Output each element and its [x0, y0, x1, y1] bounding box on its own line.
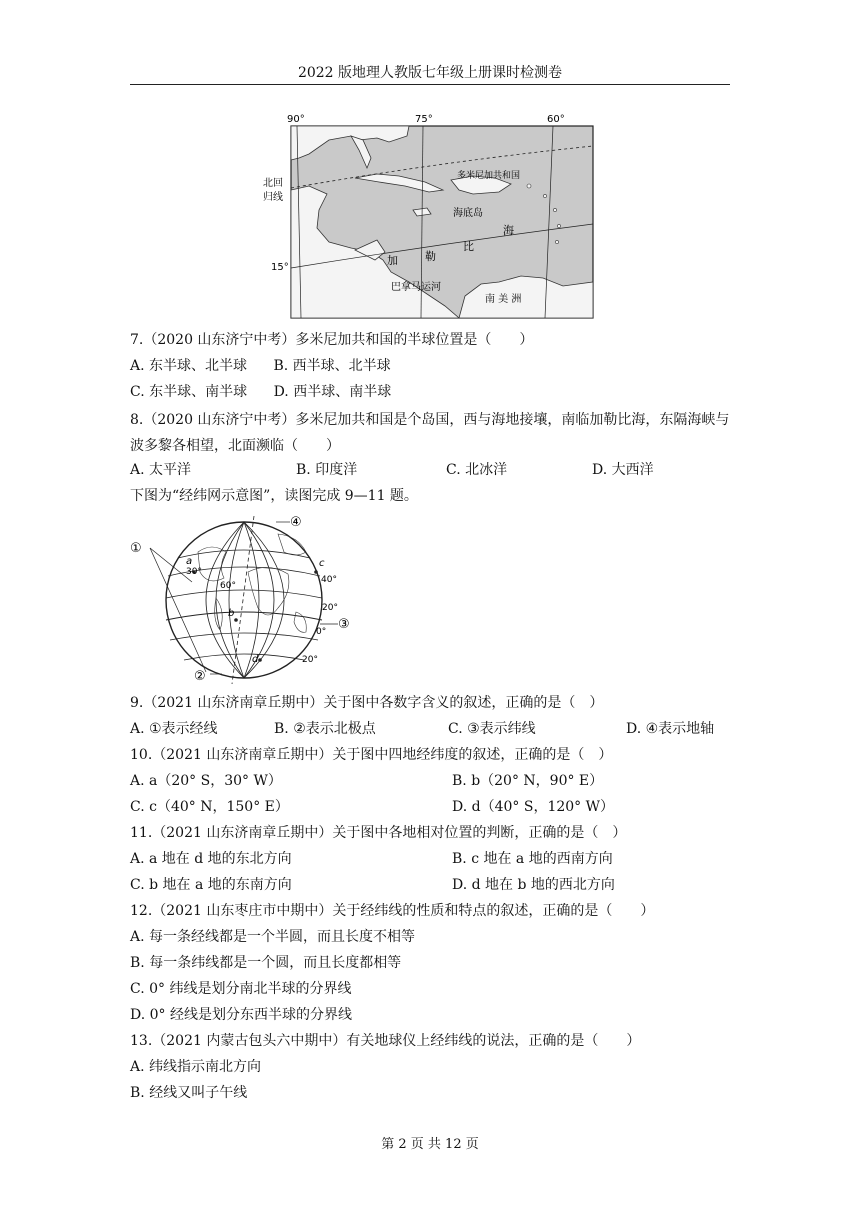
q13-option-b: B. 经线又叫子午线 [130, 1085, 248, 1101]
q12-option-d: D. 0° 经线是划分东西半球的分界线 [130, 1007, 352, 1023]
q10-option-a: A. a（20° S，30° W） [130, 773, 282, 789]
q11-option-b: B. c 地在 a 地的西南方向 [452, 851, 613, 867]
q11-option-d: D. d 地在 b 地的西北方向 [452, 877, 615, 893]
q12-stem: 12.（2021 山东枣庄市中期中）关于经纬线的性质和特点的叙述，正确的是（ ） [130, 903, 655, 919]
q10-stem: 10.（2021 山东济南章丘期中）关于图中四地经纬度的叙述，正确的是（ ） [130, 747, 613, 763]
q9-option-b: B. ②表示北极点 [274, 721, 376, 737]
deg-label-0: 0° [316, 627, 327, 637]
point-a-label: a [186, 556, 193, 567]
point-b-label: b [228, 608, 235, 619]
q7-stem: 7.（2020 山东济宁中考）多米尼加共和国的半球位置是（ ） [130, 332, 534, 348]
label-sea-2: 比 [463, 240, 474, 253]
q11-option-a: A. a 地在 d 地的东北方向 [130, 851, 292, 867]
deg-label-40: 40° [321, 575, 337, 585]
q7-options-ab [130, 356, 391, 376]
q10-option-d: D. d（40° S，120° W） [452, 799, 615, 815]
deg-label-60: 60° [220, 581, 236, 591]
point-b-dot [234, 618, 238, 622]
lon-label-60: 60° [547, 114, 565, 125]
q7-option-d: D. 西半球、南半球 [273, 384, 392, 400]
globe-outline [166, 522, 322, 678]
q13-option-a: A. 纬线指示南北方向 [130, 1059, 262, 1075]
q10-option-b: B. b（20° N，90° E） [452, 773, 604, 789]
label-sea-4: 加 [387, 254, 398, 267]
point-c-label: c [319, 558, 325, 569]
q8-option-b: B. 印度洋 [296, 462, 358, 478]
label-sea-3: 勒 [425, 250, 436, 263]
label-sea-1: 海 [503, 224, 514, 237]
deg-label-20n: 20° [322, 603, 338, 613]
tropic-label-1: 北回 [263, 178, 283, 189]
intro-text: 下图为“经纬网示意图”，读图完成 9—11 题。 [130, 488, 418, 504]
page-footer: 第 2 页 共 12 页 [381, 1137, 479, 1152]
deg-label-20s: 20° [302, 655, 318, 665]
tropic-label-2: 归线 [263, 192, 283, 203]
lon-label-75: 75° [415, 114, 433, 125]
q7-options-cd [130, 382, 391, 402]
q7-option-b: B. 西半球、北半球 [273, 358, 391, 374]
q7-option-a: A. 东半球、北半球 [130, 358, 248, 374]
lon-label-90: 90° [287, 114, 305, 125]
q11-option-c: C. b 地在 a 地的东南方向 [130, 877, 292, 893]
q9-option-d: D. ④表示地轴 [626, 721, 715, 737]
q8-stem: 8.（2020 山东济宁中考）多米尼加共和国是个岛国，西与海地接壤，南临加勒比海，东隔海峡与波多黎各相望，北面濒临（ ） [130, 412, 730, 454]
marker-2: ② [194, 669, 206, 684]
q8-option-c: C. 北冰洋 [446, 462, 508, 478]
q7-option-c: C. 东半球、南半球 [130, 384, 248, 400]
graticule-globe [128, 512, 358, 684]
q11-stem: 11.（2021 山东济南章丘期中）关于图中各地相对位置的判断，正确的是（ ） [130, 825, 627, 841]
marker-3: ③ [338, 617, 350, 632]
label-haiti: 海底岛 [453, 208, 483, 219]
q10-option-c: C. c（40° N，150° E） [130, 799, 289, 815]
point-d-label: d [252, 654, 259, 665]
caribbean-map [259, 110, 601, 320]
deg-label-30: 30° [186, 567, 202, 577]
q9-stem: 9.（2021 山东济南章丘期中）关于图中各数字含义的叙述，正确的是（ ） [130, 695, 604, 711]
lat-label-15: 15° [271, 262, 289, 273]
label-south-america: 南 美 洲 [485, 294, 522, 305]
q12-option-b: B. 每一条纬线都是一个圆，而且长度都相等 [130, 955, 402, 971]
q9-option-c: C. ③表示纬线 [448, 721, 536, 737]
label-dominican: 多米尼加共和国 [457, 171, 521, 181]
q13-stem: 13.（2021 内蒙古包头六中期中）有关地球仪上经纬线的说法，正确的是（ ） [130, 1033, 641, 1049]
marker-1: ① [130, 541, 142, 556]
q12-option-a: A. 每一条经线都是一个半圆，而且长度不相等 [130, 929, 416, 945]
q9-option-a: A. ①表示经线 [130, 721, 218, 737]
label-panama: 巴拿马运河 [391, 282, 441, 293]
q8-option-a: A. 太平洋 [130, 462, 192, 478]
page-header: 2022 版地理人教版七年级上册课时检测卷 [297, 65, 563, 81]
point-d-dot [258, 658, 262, 662]
point-c-dot [314, 570, 318, 574]
marker-4: ④ [290, 515, 302, 530]
q12-option-c: C. 0° 纬线是划分南北半球的分界线 [130, 981, 352, 997]
q8-option-d: D. 大西洋 [592, 462, 654, 478]
header-rule [130, 84, 730, 85]
